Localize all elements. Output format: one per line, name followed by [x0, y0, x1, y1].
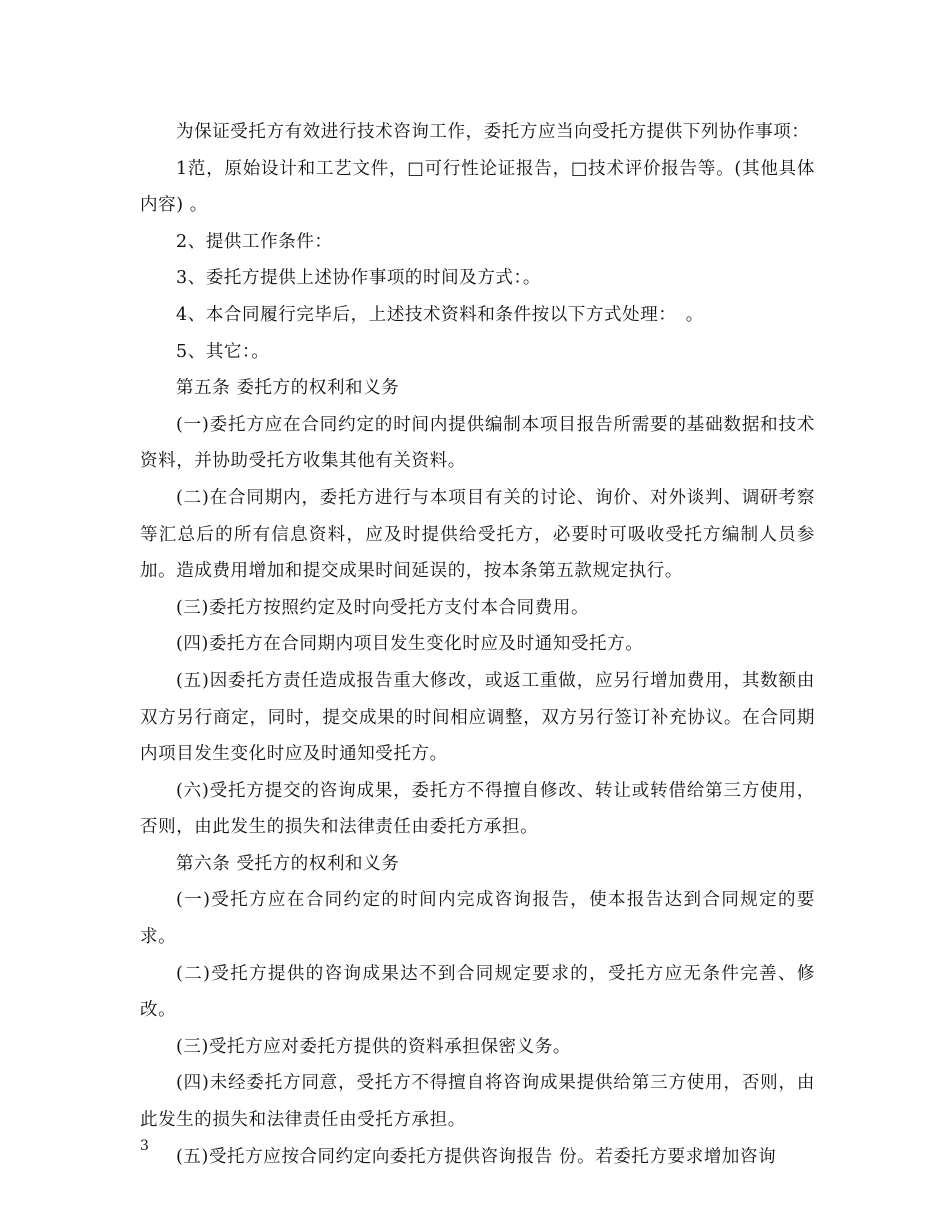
- paragraph-article-5-clause-1: (一)委托方应在合同约定的时间内提供编制本项目报告所需要的基础数据和技术资料，并协助受托方收集其他有关资料。: [140, 414, 815, 472]
- paragraph-article-6-clause-4: (四)未经委托方同意，受托方不得擅自将咨询成果提供给第三方使用，否则，由此发生的损失和法律责任由受托方承担。: [140, 1073, 815, 1131]
- page-number: 3: [140, 1138, 149, 1154]
- paragraph-article-6-clause-3: (三)受托方应对委托方提供的资料承担保密义务。: [176, 1036, 571, 1057]
- paragraph-item-2-work-conditions: 2、提供工作条件：: [176, 231, 333, 252]
- paragraph-article-6-clause-1: (一)受托方应在合同约定的时间内完成咨询报告，使本报告达到合同规定的要求。: [140, 890, 815, 948]
- paragraph-article-6-clause-2: (二)受托方提供的咨询成果达不到合同规定要求的，受托方应无条件完善、修改。: [140, 963, 815, 1021]
- paragraph-article-5-clause-6: (六)受托方提交的咨询成果，委托方不得擅自修改、转让或转借给第三方使用，否则，由此发生的损失和法律责任由委托方承担。: [140, 780, 815, 838]
- paragraph-item-3-time-method: 3、委托方提供上述协作事项的时间及方式：。: [176, 268, 541, 289]
- document-body: [140, 114, 815, 1175]
- paragraph-article-5-clause-2: (二)在合同期内，委托方进行与本项目有关的讨论、询价、对外谈判、调研考察等汇总后的所有信息资料，应及时提供给受托方，必要时可吸收受托方编制人员参加。造成费用增加和提交成果时间延误的，按本条第五款规定执行。: [140, 487, 815, 582]
- heading-article-5: 第五条 委托方的权利和义务: [176, 378, 400, 399]
- paragraph-item-5-other: 5、其它：。: [176, 341, 270, 362]
- paragraph-item-4-disposal: 4、本合同履行完毕后，上述技术资料和条件按以下方式处理： 。: [176, 304, 704, 325]
- paragraph-article-5-clause-5: (五)因委托方责任造成报告重大修改，或返工重做，应另行增加费用，其数额由双方另行商定，同时，提交成果的时间相应调整，双方另行签订补充协议。在合同期内项目发生变化时应及时通知受托方。: [140, 670, 815, 765]
- paragraph-article-5-clause-4: (四)委托方在合同期内项目发生变化时应及时通知受托方。: [176, 634, 644, 655]
- paragraph-cooperation-intro: 为保证受托方有效进行技术咨询工作，委托方应当向受托方提供下列协作事项：: [176, 122, 810, 142]
- paragraph-article-5-clause-3: (三)委托方按照约定及时向受托方支付本合同费用。: [176, 597, 590, 618]
- paragraph-article-6-clause-5: (五)受托方应按合同约定向委托方提供咨询报告 份。若委托方要求增加咨询: [176, 1146, 777, 1167]
- paragraph-item-1-documents: 1范，原始设计和工艺文件，□可行性论证报告，□技术评价报告等。(其他具体内容) 。: [140, 158, 815, 216]
- heading-article-6: 第六条 受托方的权利和义务: [176, 853, 400, 874]
